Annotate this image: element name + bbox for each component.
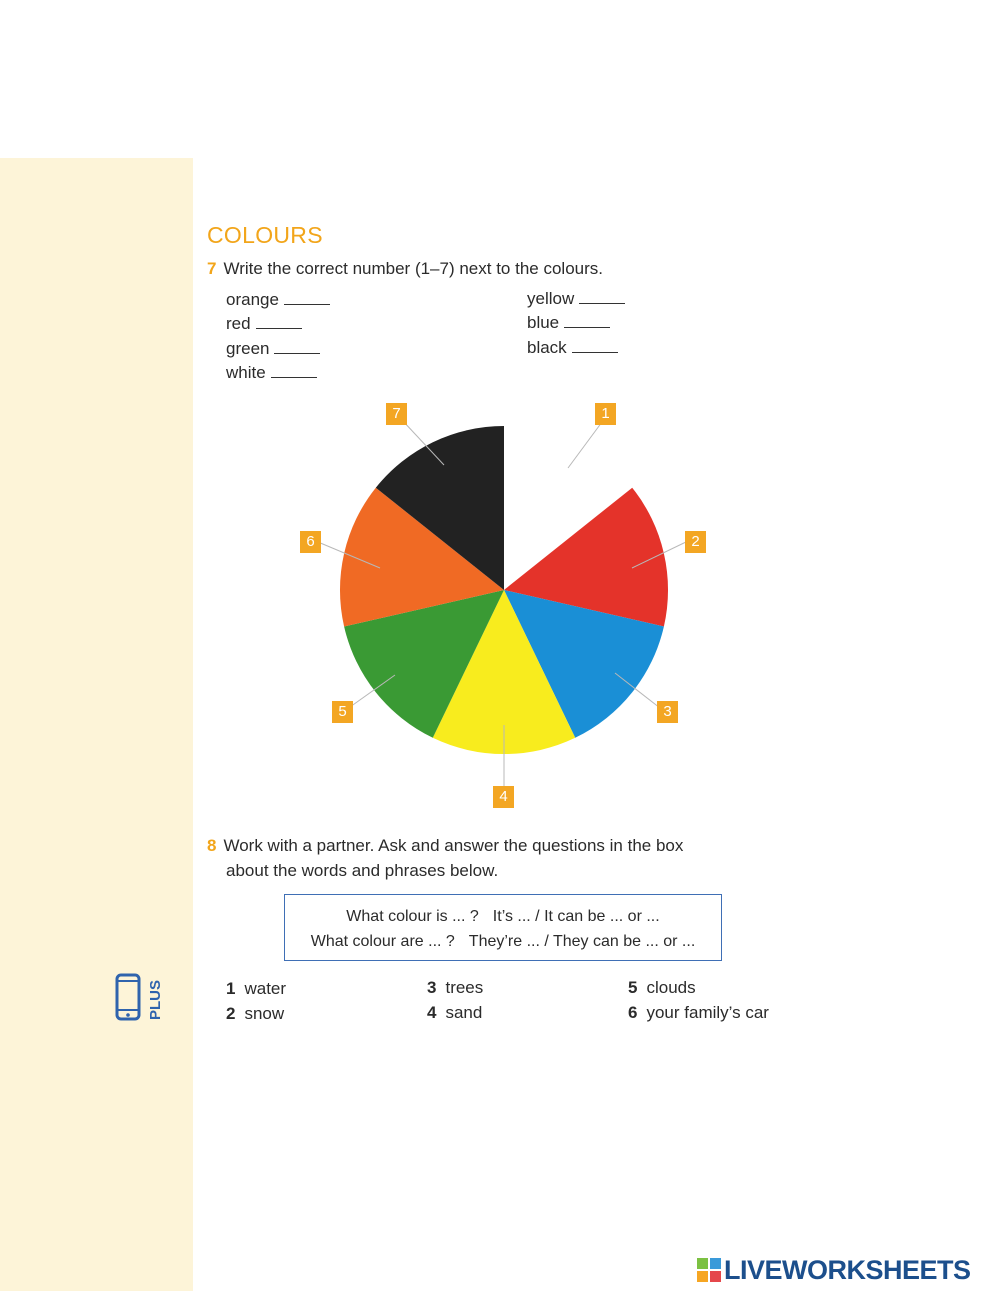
colour-word: orange [226, 290, 279, 309]
list-item: 4 sand [427, 1003, 483, 1022]
phrase-question: What colour are ... ? [310, 933, 455, 950]
wheel-label-5: 5 [332, 701, 353, 723]
wheel-label-1: 1 [595, 403, 616, 425]
section-title: COLOURS [207, 222, 323, 248]
wheel-label-6: 6 [300, 531, 321, 553]
colour-word: yellow [527, 289, 575, 308]
phrase-answer: It’s ... / It can be ... or ... [492, 908, 660, 925]
colour-word: blue [527, 313, 560, 332]
phone-icon [117, 975, 139, 1019]
phrase-box [284, 894, 722, 961]
list-item: 2 snow [226, 1004, 285, 1023]
colour-word: red [226, 314, 251, 333]
list-item: 6 your family’s car [628, 1003, 769, 1022]
phrase-line [285, 904, 721, 929]
instruction-text: about the words and phrases below. [226, 861, 499, 880]
colour-word: green [226, 339, 270, 358]
wheel-label-2: 2 [685, 531, 706, 553]
colour-word: black [527, 338, 567, 357]
leader-line-1 [568, 422, 602, 468]
plus-badge [114, 972, 164, 1024]
phrase-question: What colour is ... ? [346, 908, 479, 925]
plus-badge-label: PLUS [147, 979, 164, 1020]
instruction-text: Write the correct number (1–7) next to the colours. [223, 259, 603, 278]
list-item: 3 trees [427, 978, 484, 997]
list-item: 1 water [226, 979, 287, 998]
colour-word: white [226, 363, 266, 382]
exercise-8-instruction [207, 833, 683, 883]
wheel-label-7: 7 [386, 403, 407, 425]
exercise-number: 7 [207, 259, 217, 278]
wheel-segments [340, 426, 668, 754]
phrase-answer: They’re ... / They can be ... or ... [468, 933, 696, 950]
wheel-label-3: 3 [657, 701, 678, 723]
brand-text: LIVEWORKSHEETS [724, 1254, 971, 1285]
wheel-label-4: 4 [493, 786, 514, 808]
list-item: 5 clouds [628, 978, 696, 997]
instruction-text: Work with a partner. Ask and answer the questions in the box [223, 836, 684, 855]
brand-watermark [697, 1254, 971, 1286]
liveworksheets-logo-icon [697, 1258, 721, 1282]
phrase-line [285, 929, 721, 954]
exercise-number: 8 [207, 836, 217, 855]
